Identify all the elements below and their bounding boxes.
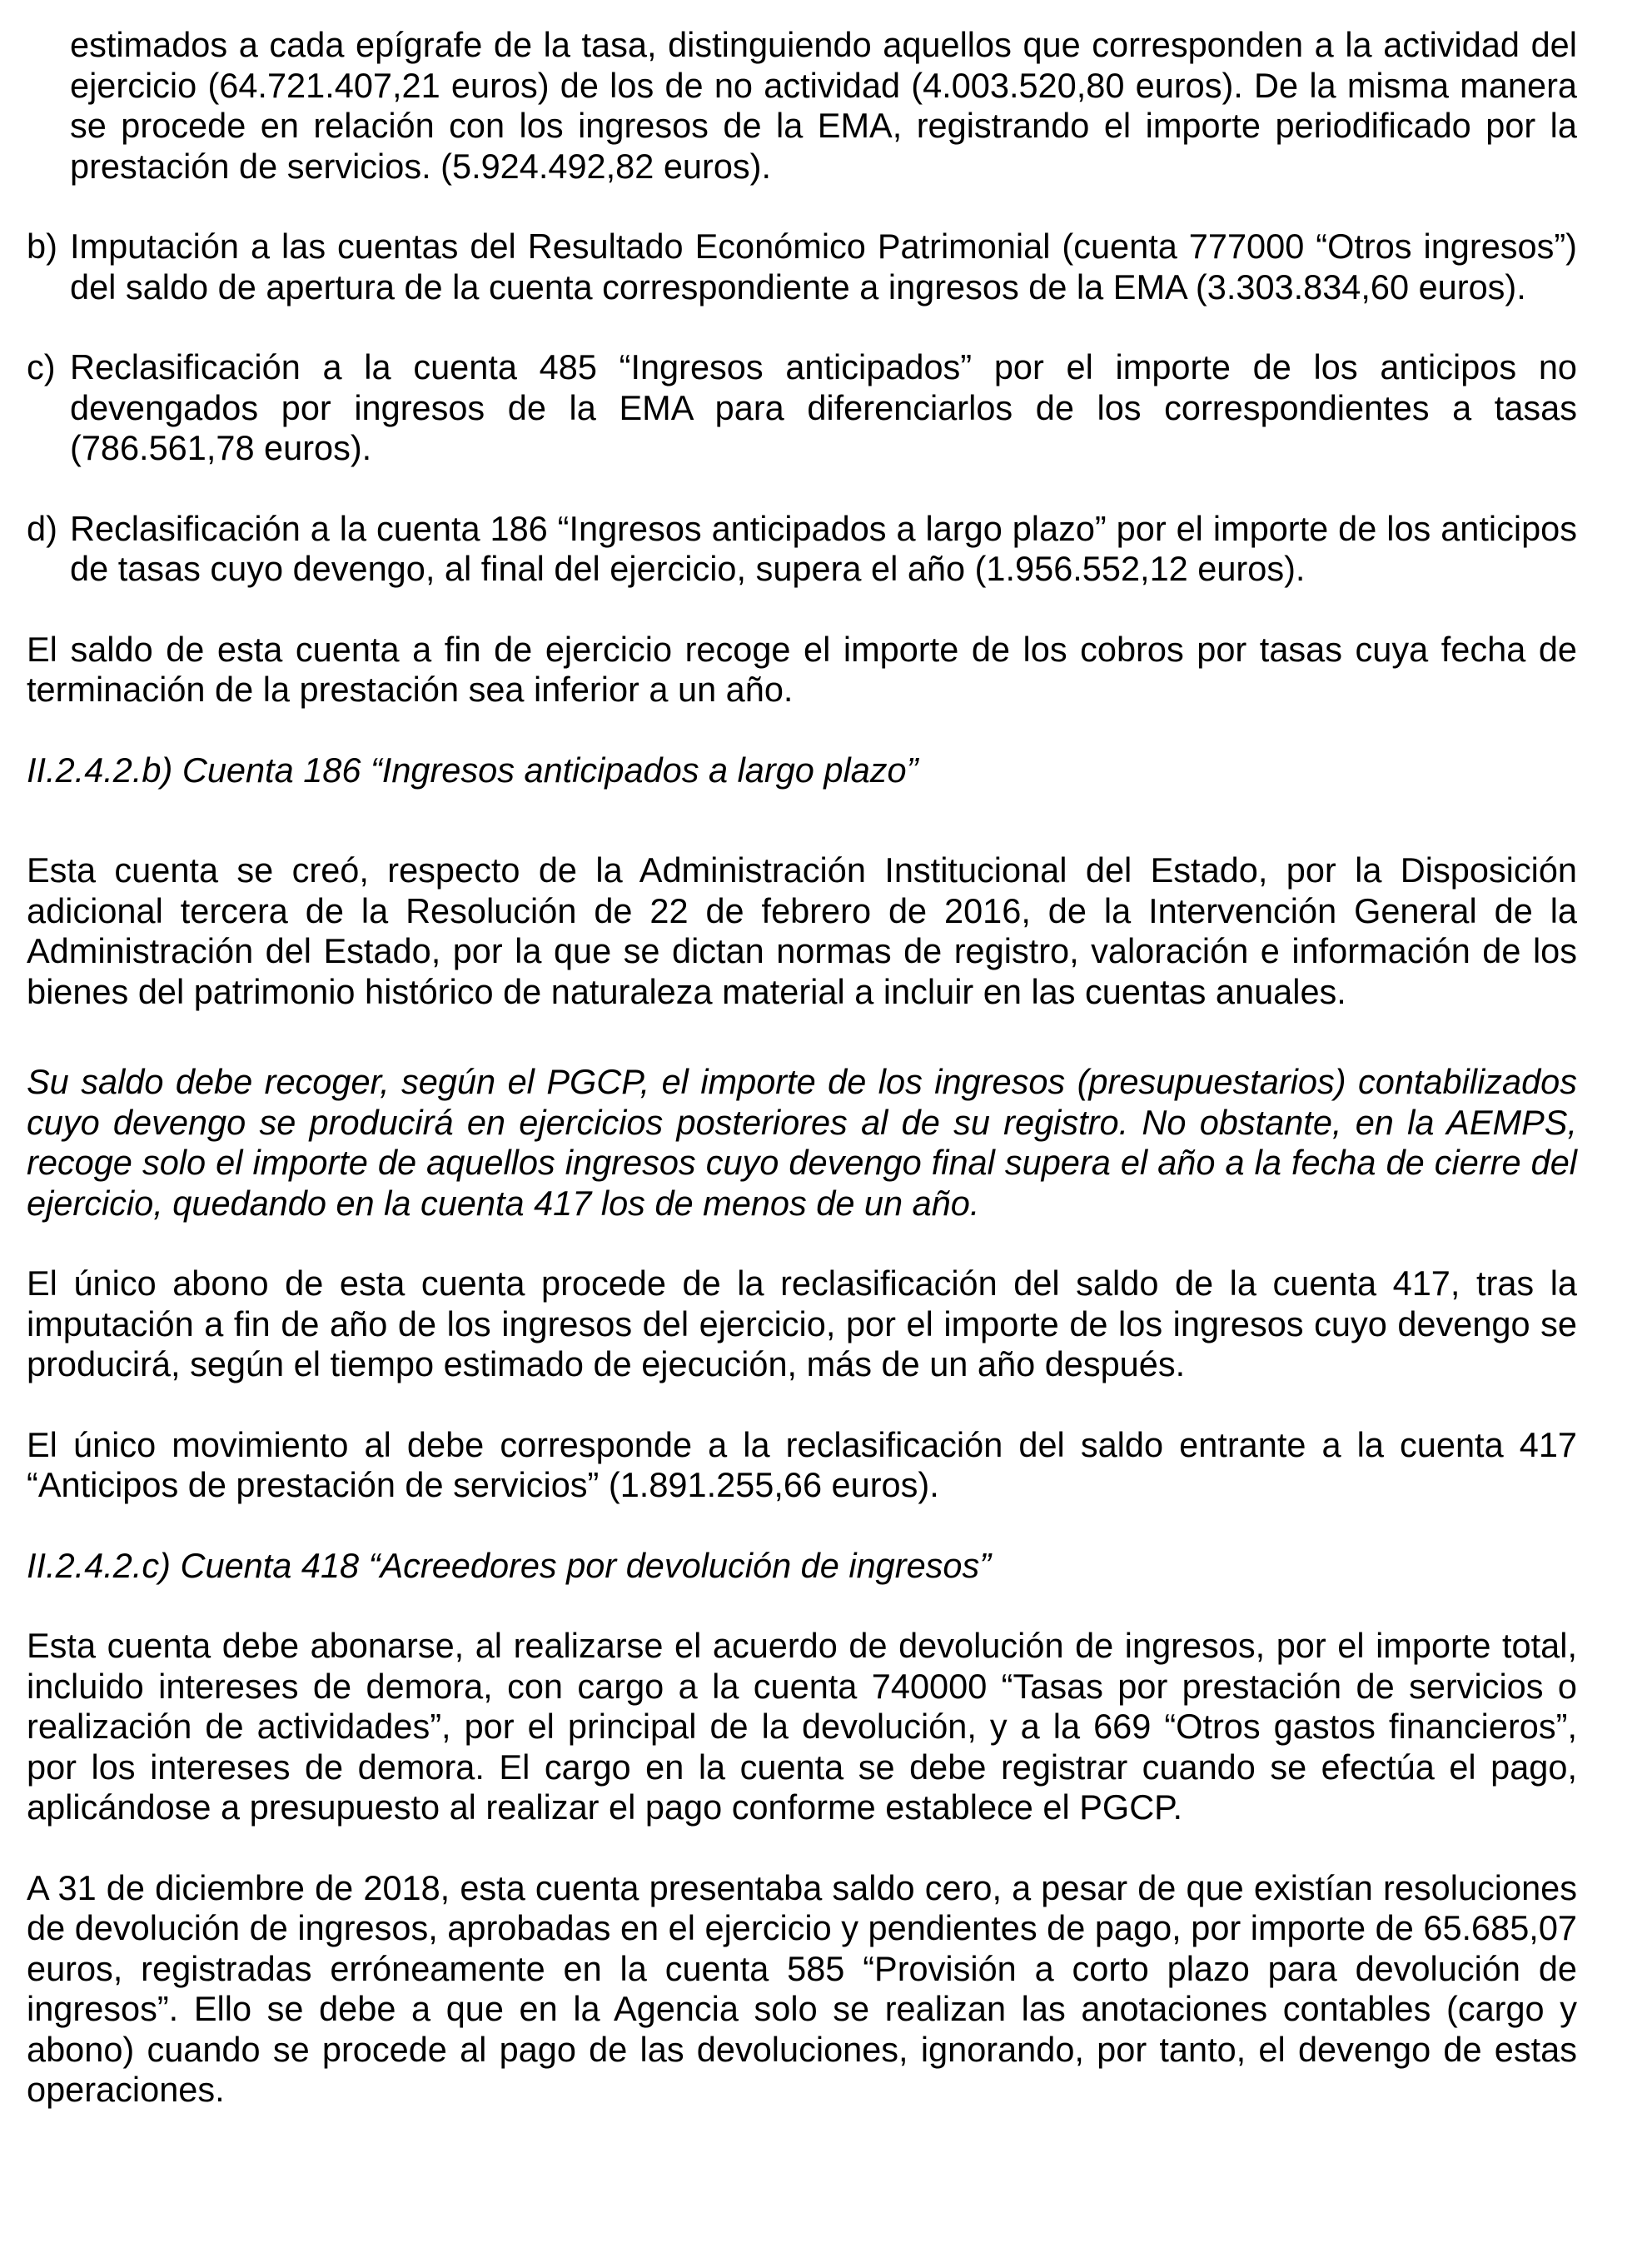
list-item-c [27,347,1577,469]
intro-continuation-paragraph: estimados a cada epígrafe de la tasa, distinguiendo aquellos que corresponden a la actividad del ejercicio (64.721.407,21 euros) de los de no actividad (4.003.520,80 euros). De la misma manera se procede en relación con los ingresos de la EMA, registrando el importe periodificado por la prestación de servicios. (5.924.492,82 euros). [70,25,1577,186]
section-c-heading: II.2.4.2.c) Cuenta 418 “Acreedores por devolución de ingresos” [27,1545,992,1585]
section-b-heading: II.2.4.2.b) Cuenta 186 “Ingresos anticipados a largo plazo” [27,750,918,790]
list-item-text: Imputación a las cuentas del Resultado Económico Patrimonial (cuenta 777000 “Otros ingresos”) del saldo de apertura de la cuenta correspondiente a ingresos de la EMA (3.303.834,60 euros). [70,227,1577,307]
list-marker: d) [27,508,57,548]
section-c-paragraph-1: Esta cuenta debe abonarse, al realizarse el acuerdo de devolución de ingresos, por el importe total, incluido intereses de demora, con cargo a la cuenta 740000 “Tasas por prestación de servicios o realización de actividades”, por el principal de la devolución, y a la 669 “Otros gastos financieros”, por los intereses de demora. El cargo en la cuenta se debe registrar cuando se efectúa el pago, aplicándose a presupuesto al realizar el pago conforme establece el PGCP. [27,1626,1577,1827]
list-item-b [27,227,1577,307]
section-c-paragraph-2: A 31 de diciembre de 2018, esta cuenta presentaba saldo cero, a pesar de que existían resoluciones de devolución de ingresos, aprobadas en el ejercicio y pendientes de pago, por importe de 65.685,07 euros, registradas erróneamente en la cuenta 585 “Provisión a corto plazo para devolución de ingresos”. Ello se debe a que en la Agencia solo se realizan las anotaciones contables (cargo y abono) cuando se procede al pago de las devoluciones, ignorando, por tanto, el devengo de estas operaciones. [27,1867,1577,2109]
list-marker: c) [27,347,56,386]
section-b-paragraph-4: El único movimiento al debe corresponde a la reclasificación del saldo entrante a la cuenta 417 “Anticipos de prestación de servicios” (1.891.255,66 euros). [27,1424,1577,1504]
section-b-paragraph-3: El único abono de esta cuenta procede de la reclasificación del saldo de la cuenta 417, tras la imputación a fin de año de los ingresos del ejercicio, por el importe de los ingresos cuyo devengo se producirá, según el tiempo estimado de ejecución, más de un año después. [27,1264,1577,1383]
list-item-text: Reclasificación a la cuenta 186 “Ingresos anticipados a largo plazo” por el importe de los anticipos de tasas cuyo devengo, al final del ejercicio, supera el año (1.956.552,12 euros). [70,508,1577,588]
list-item-d [27,509,1577,590]
section-b-paragraph-2: Su saldo debe recoger, según el PGCP, el importe de los ingresos (presupuestarios) contabilizados cuyo devengo se producirá en ejercicios posteriores al de su registro. No obstante, en la AEMPS, recoge solo el importe de aquellos ingresos cuyo devengo final supera el año a la fecha de cierre del ejercicio, quedando en la cuenta 417 los de menos de un año. [27,1062,1577,1223]
list-item-text: Reclasificación a la cuenta 485 “Ingresos anticipados” por el importe de los anticipos no devengados por ingresos de la EMA para diferenciarlos de los correspondientes a tasas (786.561,78 euros). [70,347,1577,467]
document-page [27,25,1577,2151]
list-marker: b) [27,227,57,266]
section-b-paragraph-1: Esta cuenta se creó, respecto de la Administración Institucional del Estado, por la Disposición adicional tercera de la Resolución de 22 de febrero de 2016, de la Intervención General de la Administración del Estado, por la que se dictan normas de registro, valoración e información de los bienes del patrimonio histórico de naturaleza material a incluir en las cuentas anuales. [27,850,1577,1011]
closing-paragraph: El saldo de esta cuenta a fin de ejercicio recoge el importe de los cobros por tasas cuya fecha de terminación de la prestación sea inferior a un año. [27,629,1577,709]
